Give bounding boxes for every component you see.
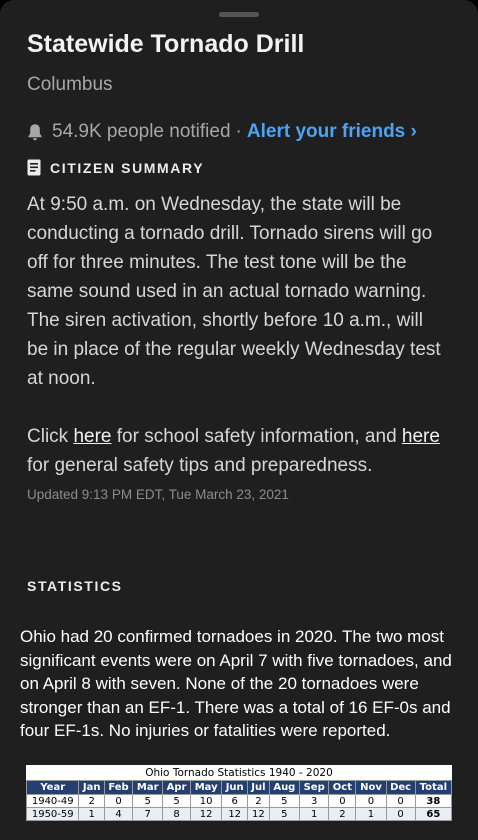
table-cell: 0 xyxy=(386,808,415,821)
citizen-summary-header xyxy=(27,159,204,176)
table-column-header: Total xyxy=(415,781,451,795)
statistics-text: Ohio had 20 confirmed tornadoes in 2020. The two most significant events were on April 7 with five tornadoes, and on April 8 with seven. None of the 20 tornadoes were stronger than an EF-1. There was a total of 16 EF-0s and four EF-1s. No injuries or fatalities were reported. xyxy=(20,627,452,740)
table-cell: 0 xyxy=(329,795,356,808)
citizen-summary-body xyxy=(27,190,447,480)
citizen-summary-heading: CITIZEN SUMMARY xyxy=(50,159,205,176)
table-cell: 1950-59 xyxy=(27,808,79,821)
table-column-header: Jan xyxy=(79,781,104,795)
document-icon xyxy=(27,159,41,176)
table-cell: 5 xyxy=(163,795,191,808)
tornado-stats-table xyxy=(26,780,452,821)
table-column-header: Apr xyxy=(163,781,191,795)
table-column-header: Year xyxy=(27,781,79,795)
table-column-header: Feb xyxy=(104,781,132,795)
table-cell: 0 xyxy=(386,795,415,808)
table-title: Ohio Tornado Statistics 1940 - 2020 xyxy=(145,767,333,779)
table-row xyxy=(27,808,452,821)
table-cell: 12 xyxy=(222,808,248,821)
notify-separator: · xyxy=(235,121,242,142)
table-cell: 3 xyxy=(300,795,329,808)
table-column-header: Dec xyxy=(386,781,415,795)
table-cell: 8 xyxy=(163,808,191,821)
table-column-header: May xyxy=(191,781,222,795)
table-cell: 7 xyxy=(133,808,163,821)
statistics-heading: STATISTICS xyxy=(27,578,123,594)
safety-links-paragraph xyxy=(27,422,447,480)
table-cell: 1 xyxy=(79,808,104,821)
table-cell: 2 xyxy=(248,795,270,808)
sheet-drag-handle[interactable] xyxy=(219,12,259,17)
table-column-header: Mar xyxy=(133,781,163,795)
alert-friends-link[interactable]: Alert your friends › xyxy=(246,121,417,142)
table-cell: 1940-49 xyxy=(27,795,79,808)
bell-icon xyxy=(27,123,43,141)
table-column-header: Oct xyxy=(329,781,356,795)
alert-location: Columbus xyxy=(27,74,113,95)
alert-title: Statewide Tornado Drill xyxy=(27,30,305,58)
table-column-header: Aug xyxy=(269,781,299,795)
tornado-stats-table-image xyxy=(26,765,452,821)
links-text-post: for general safety tips and preparedness. xyxy=(27,455,373,476)
table-cell: 4 xyxy=(104,808,132,821)
table-header-row xyxy=(27,781,452,795)
table-column-header: Nov xyxy=(356,781,386,795)
notified-count: 54.9K people notified xyxy=(52,121,231,142)
table-cell: 6 xyxy=(222,795,248,808)
table-cell: 1 xyxy=(300,808,329,821)
table-row xyxy=(27,795,452,808)
notify-row xyxy=(27,121,417,143)
table-cell: 5 xyxy=(269,808,299,821)
links-text-mid: for school safety information, and xyxy=(111,426,402,447)
table-cell: 5 xyxy=(133,795,163,808)
summary-paragraph: At 9:50 a.m. on Wednesday, the state will be conducting a tornado drill. Tornado sirens will go off for three minutes. The test tone will be the same sound used in an actual tornado warning. The siren activation, shortly before 10 a.m., will be in place of the regular weekly Wednesday test at noon. xyxy=(27,194,441,389)
table-column-header: Sep xyxy=(300,781,329,795)
updated-timestamp: Updated 9:13 PM EDT, Tue March 23, 2021 xyxy=(27,487,289,502)
table-cell: 0 xyxy=(356,795,386,808)
table-cell: 12 xyxy=(191,808,222,821)
links-text-pre: Click xyxy=(27,426,74,447)
general-safety-link[interactable]: here xyxy=(401,426,440,447)
table-cell: 2 xyxy=(79,795,104,808)
table-cell: 0 xyxy=(104,795,132,808)
table-column-header: Jun xyxy=(222,781,248,795)
table-column-header: Jul xyxy=(248,781,270,795)
table-cell: 12 xyxy=(248,808,270,821)
table-cell-total: 65 xyxy=(415,808,451,821)
table-cell: 2 xyxy=(329,808,356,821)
school-safety-link[interactable]: here xyxy=(73,426,112,447)
table-cell: 5 xyxy=(269,795,299,808)
table-cell-total: 38 xyxy=(415,795,451,808)
table-cell: 1 xyxy=(356,808,386,821)
table-cell: 10 xyxy=(191,795,222,808)
